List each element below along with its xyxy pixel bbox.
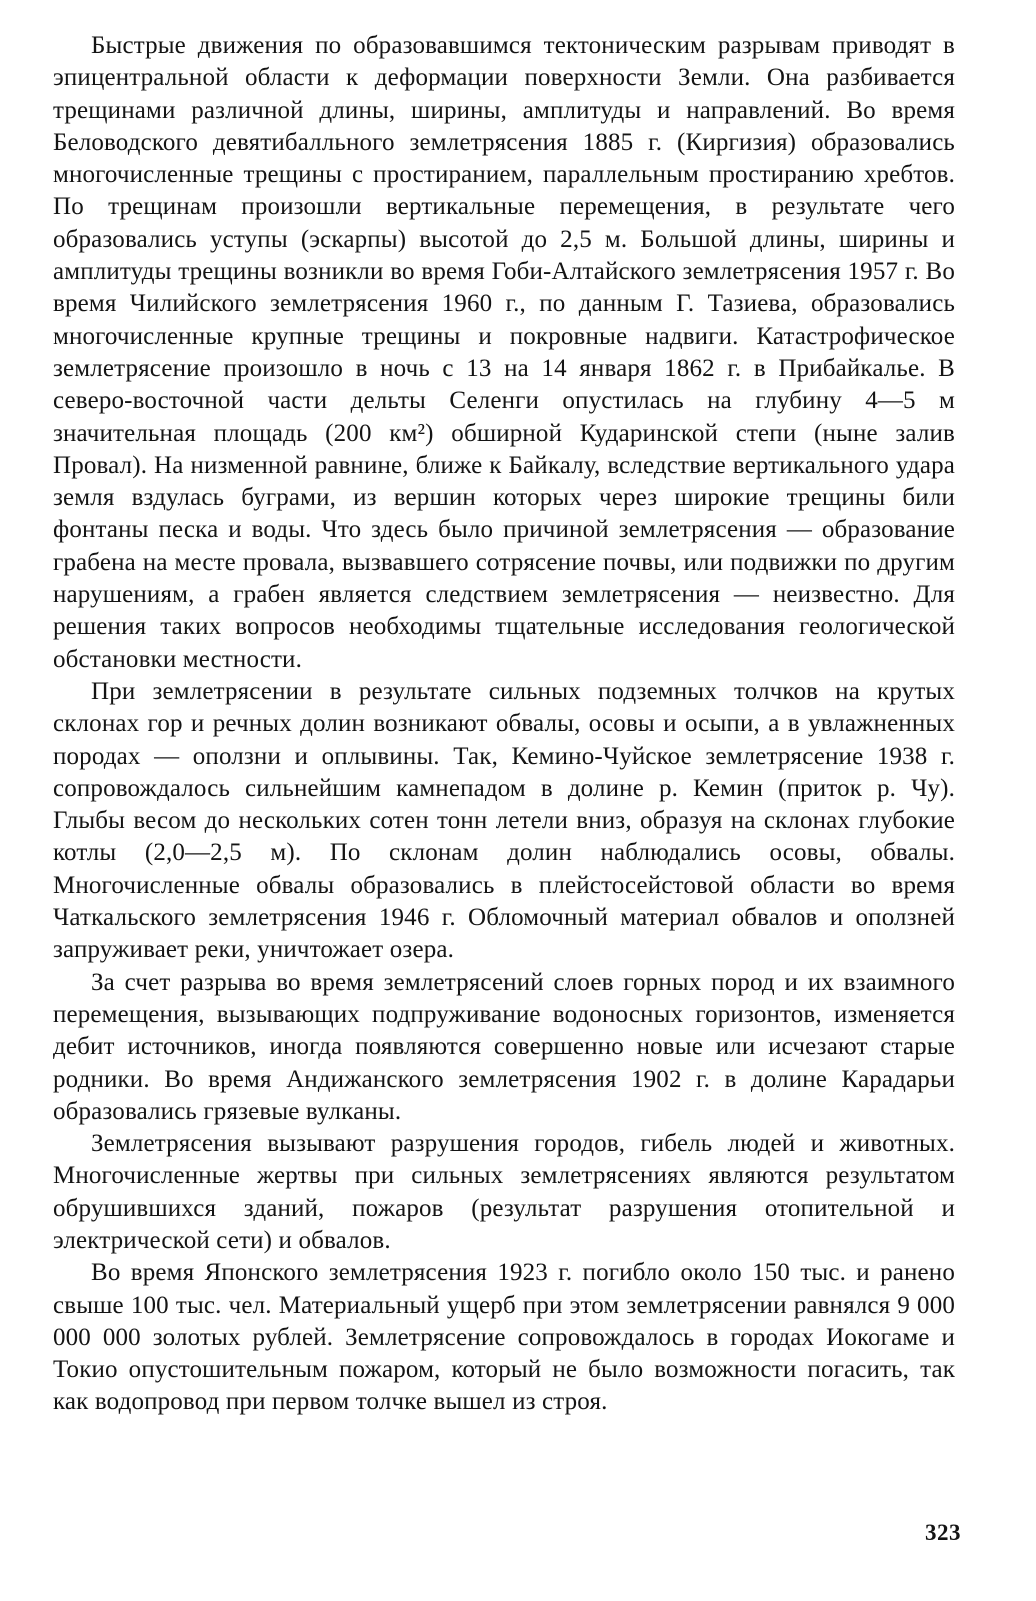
book-page [53, 30, 961, 1571]
body-text [53, 30, 955, 1419]
paragraph-destruction: Землетрясения вызывают разрушения городов, гибель людей и животных. Многочисленные жертвы при сильных землетрясениях являются результатом обрушившихся зданий, пожаров (результат разрушения отопительной и электрической сети) и обвалов. [53, 1130, 955, 1254]
page-number: 323 [925, 1520, 961, 1545]
paragraph-deformation: Быстрые движения по образовавшимся тектоническим разрывам приводят в эпицентральной области к деформации поверхности Земли. Она разбивается трещинами различной длины, ширины, амплитуды и направлений. Во время Беловодского девятибалльного землетрясения 1885 г. (Киргизия) образовались многочисленные трещины с простиранием, параллельным простиранию хребтов. По трещинам произошли вертикальные перемещения, в результате чего образовались уступы (эскарпы) высотой до 2,5 м. Большой длины, ширины и амплитуды трещины возникли во время Гоби-Алтайского землетрясения 1957 г. Во время Чилийского землетрясения 1960 г., по данным Г. Тазиева, образовались многочисленные крупные трещины и покровные надвиги. Катастрофическое землетрясение произошло в ночь с 13 на 14 января 1862 г. в Прибайкалье. В северо-восточной части дельты Селенги опустилась на глубину 4—5 м значительная площадь (200 км²) обширной Кударинской степи (ныне залив Провал). На низменной равнине, ближе к Байкалу, вследствие вертикального удара земля вздулась буграми, из вершин которых через широкие трещины били фонтаны песка и воды. Что здесь было причиной землетрясения — образование грабена на месте провала, вызвавшего сотрясение почвы, или подвижки по другим нарушениям, а грабен является следствием землетрясения — неизвестно. Для решения таких вопросов необходимы тщательные исследования геологической обстановки местности. [53, 32, 955, 673]
paragraph-landslides: При землетрясении в результате сильных подземных толчков на крутых склонах гор и речных долин возникают обвалы, осовы и осыпи, а в увлажненных породах — оползни и оплывины. Так, Кемино-Чуйское землетрясение 1938 г. сопровождалось сильнейшим камнепадом в долине р. Кемин (приток р. Чу). Глыбы весом до нескольких сотен тонн летели вниз, образуя на склонах глубокие котлы (2,0—2,5 м). По склонам долин наблюдались осовы, обвалы. Многочисленные обвалы образовались в плейстосейстовой области во время Чаткальского землетрясения 1946 г. Обломочный материал обвалов и оползней запруживает реки, уничтожает озера. [53, 677, 955, 964]
paragraph-japan-1923: Во время Японского землетрясения 1923 г. погибло около 150 тыс. и ранено свыше 100 тыс. чел. Материальный ущерб при этом землетрясении равнялся 9 000 000 000 золотых рублей. Землетрясение сопровождалось в городах Иокогаме и Токио опустошительным пожаром, который не было возможности погасить, так как водопровод при первом толчке вышел из строя. [53, 1259, 955, 1416]
paragraph-springs: За счет разрыва во время землетрясений слоев горных пород и их взаимного перемещения, вызывающих подпруживание водоносных горизонтов, изменяется дебит источников, иногда появляются совершенно новые или исчезают старые родники. Во время Андижанского землетрясения 1902 г. в долине Карадарьи образовались грязевые вулканы. [53, 968, 955, 1125]
